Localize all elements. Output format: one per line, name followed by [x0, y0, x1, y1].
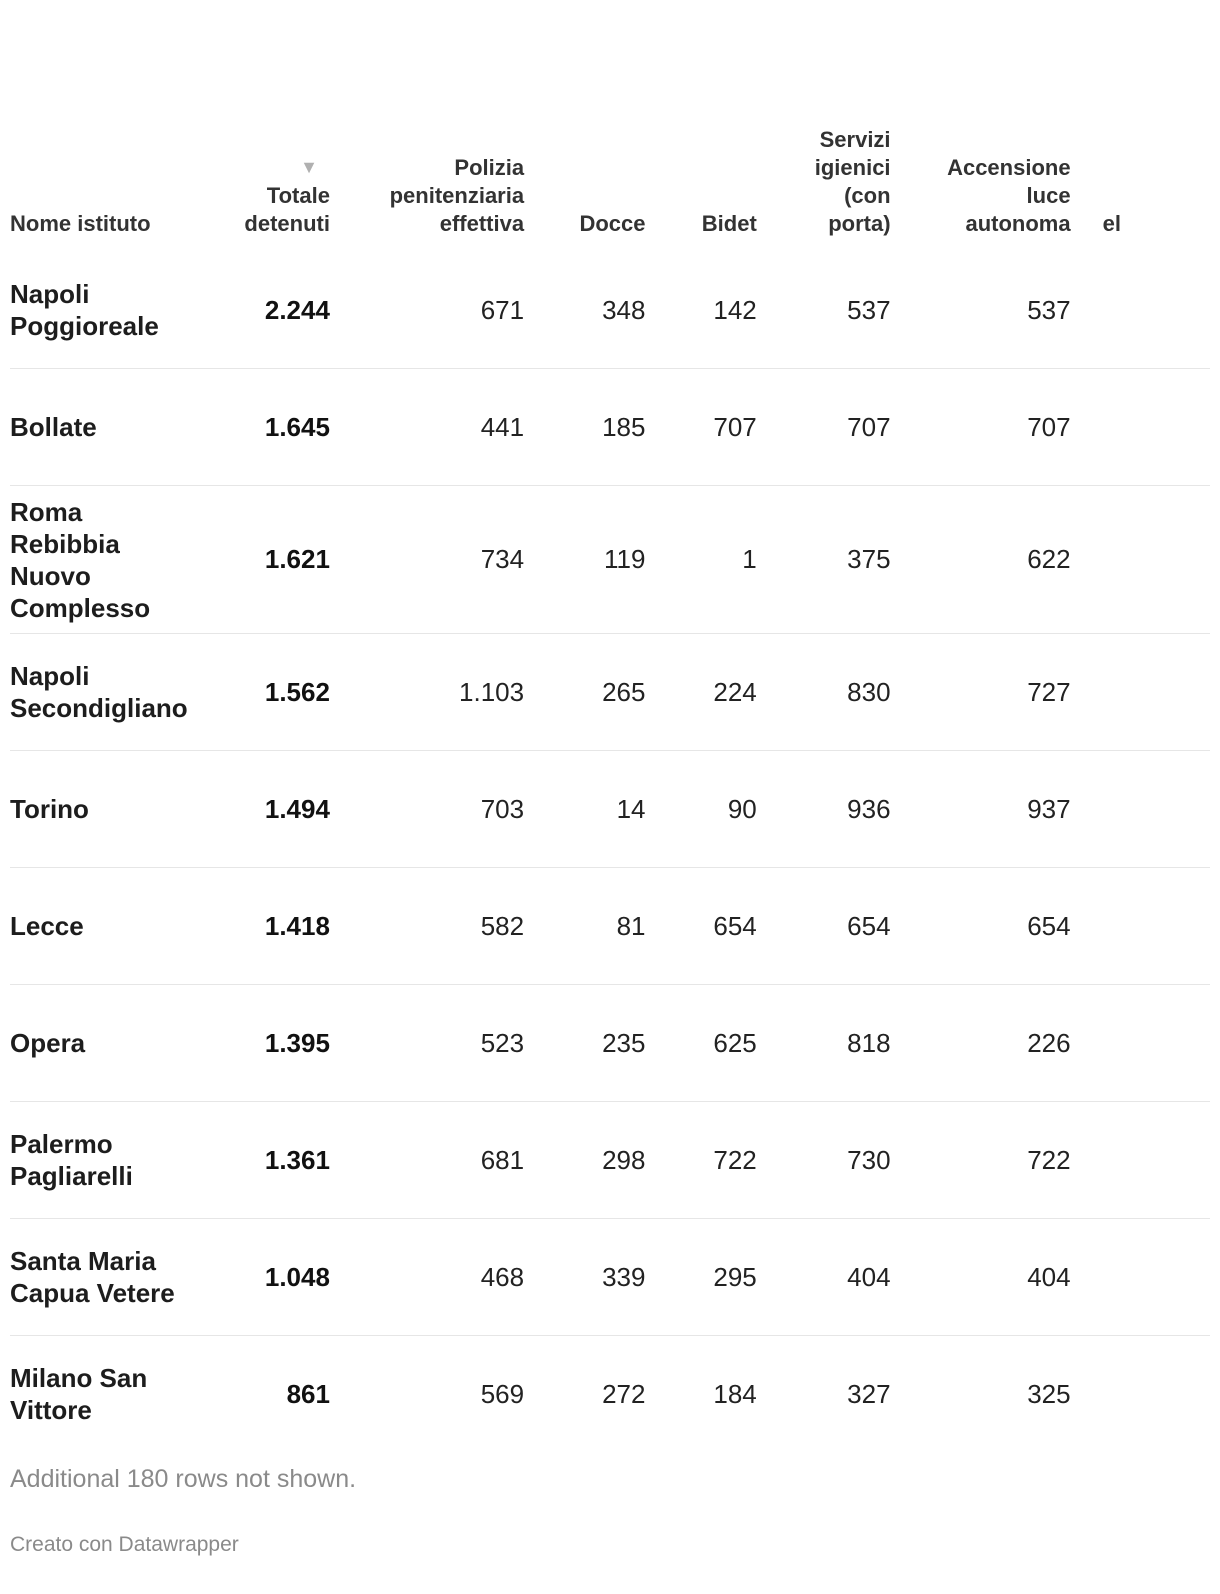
table-row: [10, 252, 1210, 369]
cell-polizia: 681: [330, 1102, 524, 1219]
col-header-servizi[interactable]: [757, 126, 891, 252]
table-row: [10, 985, 1210, 1102]
col-header-totale-label: Totale detenuti: [244, 183, 330, 236]
cell-luce: 937: [891, 751, 1071, 868]
cell-bidet: 1: [645, 486, 756, 634]
cell-docce: 119: [524, 486, 645, 634]
cell-docce: 185: [524, 369, 645, 486]
cell-nome-istituto: Roma Rebibbia Nuovo Complesso: [10, 486, 209, 634]
cell-bidet: 224: [645, 634, 756, 751]
data-table: [10, 126, 1210, 1452]
cell-polizia: 582: [330, 868, 524, 985]
table-row: [10, 634, 1210, 751]
cell-polizia: 734: [330, 486, 524, 634]
cell-bidet: 722: [645, 1102, 756, 1219]
col-header-luce[interactable]: [891, 126, 1071, 252]
table-row: [10, 1336, 1210, 1453]
cell-nome-istituto: Napoli Poggioreale: [10, 252, 209, 369]
cell-polizia: 441: [330, 369, 524, 486]
cell-totale: 1.395: [209, 985, 330, 1102]
cell-servizi: 654: [757, 868, 891, 985]
cell-el: [1071, 1219, 1210, 1336]
rows-not-shown-note: Additional 180 rows not shown.: [10, 1465, 357, 1493]
cell-servizi: 936: [757, 751, 891, 868]
cell-bidet: 707: [645, 369, 756, 486]
cell-bidet: 625: [645, 985, 756, 1102]
cell-bidet: 295: [645, 1219, 756, 1336]
cell-servizi: 404: [757, 1219, 891, 1336]
table-row: [10, 486, 1210, 634]
cell-nome-istituto: Santa Maria Capua Vetere: [10, 1219, 209, 1336]
cell-luce: 404: [891, 1219, 1071, 1336]
col-header-bidet[interactable]: Bidet: [701, 211, 757, 236]
cell-docce: 348: [524, 252, 645, 369]
col-header-nome[interactable]: Nome istituto: [10, 211, 151, 236]
cell-luce: 707: [891, 369, 1071, 486]
cell-docce: 339: [524, 1219, 645, 1336]
cell-luce: 622: [891, 486, 1071, 634]
table-row: [10, 868, 1210, 985]
col-header-polizia[interactable]: [330, 126, 524, 252]
cell-polizia: 671: [330, 252, 524, 369]
col-header-el[interactable]: el: [1102, 211, 1121, 236]
cell-polizia: 1.103: [330, 634, 524, 751]
cell-totale: 1.645: [209, 369, 330, 486]
cell-servizi: 707: [757, 369, 891, 486]
cell-servizi: 537: [757, 252, 891, 369]
cell-luce: 722: [891, 1102, 1071, 1219]
col-header-docce[interactable]: Docce: [579, 211, 646, 236]
col-header-luce-label: Accensione luce autonoma: [947, 155, 1071, 236]
cell-docce: 272: [602, 1378, 646, 1409]
table-container: [10, 0, 1210, 1594]
cell-el: [1071, 252, 1210, 369]
cell-el: [1071, 369, 1210, 486]
cell-luce: 537: [891, 252, 1071, 369]
table-row: [10, 1102, 1210, 1219]
cell-docce: 81: [524, 868, 645, 985]
cell-docce: 235: [524, 985, 645, 1102]
cell-docce: 265: [524, 634, 645, 751]
cell-bidet: 184: [713, 1378, 757, 1409]
table-row: [10, 369, 1210, 486]
cell-luce: 226: [891, 985, 1071, 1102]
cell-servizi: 375: [757, 486, 891, 634]
cell-nome-istituto: Bollate: [10, 369, 209, 486]
cell-totale: 1.361: [209, 1102, 330, 1219]
cell-polizia: 569: [480, 1378, 525, 1409]
cell-totale: 1.418: [209, 868, 330, 985]
cell-polizia: 703: [330, 751, 524, 868]
table-body: [10, 252, 1210, 1452]
cell-el: [1071, 634, 1210, 751]
cell-totale: 1.494: [209, 751, 330, 868]
cell-servizi: 830: [757, 634, 891, 751]
table-row: [10, 1219, 1210, 1336]
cell-servizi: 327: [847, 1378, 891, 1409]
cell-servizi: 730: [757, 1102, 891, 1219]
cell-el: [1071, 1102, 1210, 1219]
cell-bidet: 90: [645, 751, 756, 868]
cell-nome-istituto: Lecce: [10, 868, 209, 985]
cell-totale: 861: [286, 1378, 330, 1409]
cell-totale: 2.244: [209, 252, 330, 369]
cell-servizi: 818: [757, 985, 891, 1102]
cell-nome-istituto: Opera: [10, 985, 209, 1102]
cell-luce: 325: [1027, 1378, 1071, 1409]
cell-nome-istituto: Napoli Secondigliano: [10, 634, 209, 751]
cell-docce: 14: [524, 751, 645, 868]
col-header-totale[interactable]: [209, 126, 330, 252]
cell-bidet: 142: [645, 252, 756, 369]
cell-polizia: 468: [330, 1219, 524, 1336]
cell-el: [1071, 751, 1210, 868]
cell-polizia: 523: [330, 985, 524, 1102]
sort-down-icon: ▼: [300, 157, 318, 177]
col-header-servizi-label: Servizi igienici (con porta): [814, 127, 891, 236]
cell-totale: 1.048: [209, 1219, 330, 1336]
cell-luce: 727: [891, 634, 1071, 751]
cell-bidet: 654: [645, 868, 756, 985]
header-row: [10, 126, 1210, 252]
col-header-polizia-label: Polizia penitenziaria effettiva: [389, 155, 525, 236]
cell-el: [1071, 985, 1210, 1102]
cell-el: [1071, 1336, 1210, 1453]
cell-nome-istituto: Torino: [10, 751, 209, 868]
cell-totale: 1.621: [209, 486, 330, 634]
cell-luce: 654: [891, 868, 1071, 985]
cell-totale: 1.562: [209, 634, 330, 751]
cell-el: [1071, 868, 1210, 985]
table-row: [10, 751, 1210, 868]
credit-link[interactable]: Creato con Datawrapper: [10, 1533, 239, 1556]
cell-nome-istituto: Milano San Vittore: [10, 1363, 148, 1425]
cell-nome-istituto: Palermo Pagliarelli: [10, 1102, 209, 1219]
cell-el: [1071, 486, 1210, 634]
cell-docce: 298: [524, 1102, 645, 1219]
